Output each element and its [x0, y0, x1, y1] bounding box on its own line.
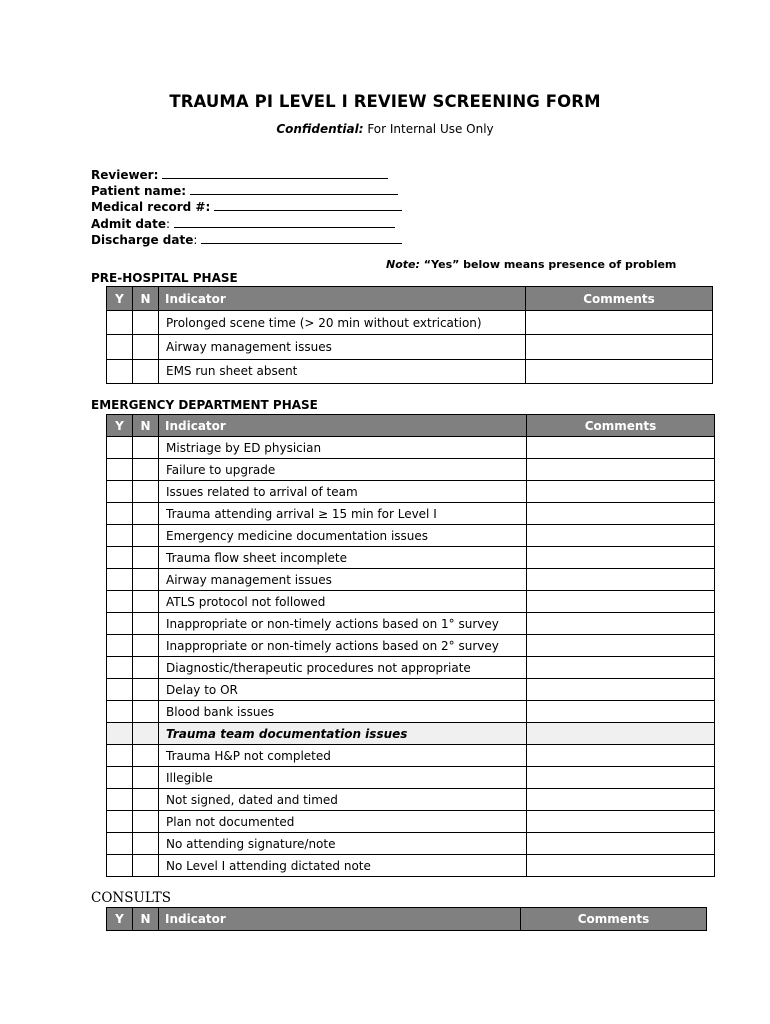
no-checkbox-cell[interactable] — [133, 359, 159, 383]
comments-cell[interactable] — [527, 547, 715, 569]
table-row — [107, 657, 715, 679]
medical-record-label: Medical record #: — [91, 200, 211, 215]
reviewer-label: Reviewer: — [91, 168, 159, 182]
comments-cell[interactable] — [527, 679, 715, 701]
indicator-cell: Airway management issues — [159, 335, 526, 359]
form-subtitle — [0, 122, 770, 136]
table-row — [107, 833, 715, 855]
table-row — [107, 311, 713, 335]
ed-table — [106, 414, 715, 877]
y-header: Y — [107, 287, 133, 311]
indicator-cell: Inappropriate or non-timely actions based on 2° survey — [159, 635, 527, 657]
comments-cell[interactable] — [526, 359, 713, 383]
yes-checkbox-cell[interactable] — [107, 525, 133, 547]
medical-record-field[interactable] — [91, 199, 402, 215]
no-checkbox-cell[interactable] — [133, 789, 159, 811]
indicator-cell: Plan not documented — [159, 811, 527, 833]
indicator-cell: Not signed, dated and timed — [159, 789, 527, 811]
comments-header: Comments — [527, 415, 715, 437]
discharge-date-label: Discharge date — [91, 232, 194, 247]
indicator-cell: Trauma H&P not completed — [159, 745, 527, 767]
indicator-cell: ATLS protocol not followed — [159, 591, 527, 613]
yes-checkbox-cell — [107, 723, 133, 745]
medical-record-line[interactable] — [214, 199, 402, 211]
table-row — [107, 855, 715, 877]
subheading-label: Trauma team documentation issues — [159, 723, 527, 745]
no-checkbox-cell[interactable] — [133, 547, 159, 569]
table-row — [107, 503, 715, 525]
yes-checkbox-cell[interactable] — [107, 547, 133, 569]
note-text: “Yes” below means presence of problem — [419, 258, 677, 271]
comments-cell[interactable] — [527, 613, 715, 635]
no-checkbox-cell[interactable] — [133, 437, 159, 459]
comments-cell[interactable] — [527, 811, 715, 833]
form-title: TRAUMA PI LEVEL I REVIEW SCREENING FORM — [169, 92, 601, 111]
table-row — [107, 811, 715, 833]
no-checkbox-cell[interactable] — [133, 635, 159, 657]
indicator-header: Indicator — [159, 415, 527, 437]
yes-checkbox-cell[interactable] — [107, 613, 133, 635]
indicator-cell: Issues related to arrival of team — [159, 481, 527, 503]
yes-checkbox-cell[interactable] — [107, 459, 133, 481]
reviewer-line[interactable] — [162, 167, 388, 179]
comments-cell[interactable] — [527, 635, 715, 657]
indicator-cell: EMS run sheet absent — [159, 359, 526, 383]
ed-heading: EMERGENCY DEPARTMENT PHASE — [91, 398, 318, 412]
indicator-cell: Blood bank issues — [159, 701, 527, 723]
patient-name-label: Patient name: — [91, 184, 187, 199]
indicator-header: Indicator — [159, 287, 526, 311]
patient-name-field[interactable] — [91, 183, 402, 199]
admit-date-line[interactable] — [174, 216, 395, 228]
section-subheading-row — [107, 723, 715, 745]
yes-checkbox-cell[interactable] — [107, 359, 133, 383]
no-checkbox-cell[interactable] — [133, 459, 159, 481]
yes-checkbox-cell[interactable] — [107, 789, 133, 811]
yes-checkbox-cell[interactable] — [107, 657, 133, 679]
indicator-cell: Inappropriate or non-timely actions based on 1° survey — [159, 613, 527, 635]
yes-checkbox-cell[interactable] — [107, 811, 133, 833]
reviewer-fields — [91, 167, 402, 248]
no-checkbox-cell[interactable] — [133, 503, 159, 525]
table-row — [107, 679, 715, 701]
no-checkbox-cell[interactable] — [133, 701, 159, 723]
yes-checkbox-cell[interactable] — [107, 591, 133, 613]
yes-checkbox-cell[interactable] — [107, 767, 133, 789]
n-header: N — [133, 908, 159, 931]
indicator-cell: No Level I attending dictated note — [159, 855, 527, 877]
yes-checkbox-cell[interactable] — [107, 833, 133, 855]
admit-date-field[interactable]: Admit date: — [91, 216, 402, 232]
no-checkbox-cell[interactable] — [133, 569, 159, 591]
note-label: Note: — [386, 258, 420, 271]
yes-checkbox-cell[interactable] — [107, 503, 133, 525]
comments-cell[interactable] — [527, 591, 715, 613]
yes-checkbox-cell[interactable] — [107, 745, 133, 767]
admit-date-label: Admit date — [91, 216, 166, 231]
comments-cell[interactable] — [527, 503, 715, 525]
indicator-cell: Failure to upgrade — [159, 459, 527, 481]
discharge-date-line[interactable] — [201, 232, 402, 244]
comments-header: Comments — [521, 908, 707, 931]
indicator-cell: Illegible — [159, 767, 527, 789]
table-row — [107, 591, 715, 613]
no-checkbox-cell[interactable] — [133, 335, 159, 359]
indicator-cell: Airway management issues — [159, 569, 527, 591]
indicator-cell: Prolonged scene time (> 20 min without extrication) — [159, 311, 526, 335]
comments-cell[interactable] — [527, 701, 715, 723]
yes-checkbox-cell[interactable] — [107, 311, 133, 335]
no-checkbox-cell[interactable] — [133, 613, 159, 635]
reviewer-field[interactable] — [91, 167, 402, 183]
patient-name-line[interactable] — [190, 183, 398, 195]
indicator-cell: Mistriage by ED physician — [159, 437, 527, 459]
table-row — [107, 437, 715, 459]
yes-checkbox-cell[interactable] — [107, 701, 133, 723]
table-row — [107, 635, 715, 657]
comments-cell[interactable] — [527, 459, 715, 481]
confidential-label: Confidential: — [276, 122, 364, 136]
table-row — [107, 613, 715, 635]
table-row — [107, 789, 715, 811]
pre-hospital-table — [106, 286, 713, 384]
no-checkbox-cell[interactable] — [133, 767, 159, 789]
comments-cell — [527, 723, 715, 745]
no-checkbox-cell[interactable] — [133, 811, 159, 833]
table-row — [107, 359, 713, 383]
yes-checkbox-cell[interactable] — [107, 635, 133, 657]
consults-table — [106, 907, 707, 931]
comments-cell[interactable] — [527, 657, 715, 679]
no-checkbox-cell[interactable] — [133, 591, 159, 613]
table-row — [107, 569, 715, 591]
table-row — [107, 459, 715, 481]
comments-cell[interactable] — [527, 569, 715, 591]
comments-cell[interactable] — [526, 335, 713, 359]
indicator-cell: Emergency medicine documentation issues — [159, 525, 527, 547]
no-checkbox-cell[interactable] — [133, 855, 159, 877]
y-header: Y — [107, 908, 133, 931]
indicator-cell: Trauma flow sheet incomplete — [159, 547, 527, 569]
indicator-cell: No attending signature/note — [159, 833, 527, 855]
no-checkbox-cell[interactable] — [133, 311, 159, 335]
table-header-row — [107, 908, 707, 931]
no-checkbox-cell[interactable] — [133, 481, 159, 503]
yes-checkbox-cell[interactable] — [107, 335, 133, 359]
comments-cell[interactable] — [527, 437, 715, 459]
n-header: N — [133, 415, 159, 437]
comments-cell[interactable] — [527, 481, 715, 503]
comments-cell[interactable] — [527, 745, 715, 767]
comments-cell[interactable] — [527, 767, 715, 789]
indicator-cell: Trauma attending arrival ≥ 15 min for Level I — [159, 503, 527, 525]
yes-checkbox-cell[interactable] — [107, 569, 133, 591]
comments-cell[interactable] — [527, 789, 715, 811]
yes-checkbox-cell[interactable] — [107, 481, 133, 503]
no-checkbox-cell[interactable] — [133, 745, 159, 767]
n-header: N — [133, 287, 159, 311]
table-row — [107, 767, 715, 789]
table-row — [107, 525, 715, 547]
no-checkbox-cell[interactable] — [133, 679, 159, 701]
confidential-text: For Internal Use Only — [363, 122, 494, 136]
comments-cell[interactable] — [526, 311, 713, 335]
comments-header: Comments — [526, 287, 713, 311]
pre-hospital-heading: PRE-HOSPITAL PHASE — [91, 271, 238, 285]
no-checkbox-cell[interactable] — [133, 657, 159, 679]
yes-checkbox-cell[interactable] — [107, 437, 133, 459]
table-row — [107, 701, 715, 723]
no-checkbox-cell[interactable] — [133, 833, 159, 855]
table-header-row — [107, 287, 713, 311]
yes-checkbox-cell[interactable] — [107, 855, 133, 877]
comments-cell[interactable] — [527, 525, 715, 547]
table-row — [107, 745, 715, 767]
consults-heading: CONSULTS — [91, 890, 171, 906]
indicator-cell: Diagnostic/therapeutic procedures not appropriate — [159, 657, 527, 679]
table-row — [107, 481, 715, 503]
discharge-date-field[interactable]: Discharge date: — [91, 232, 402, 248]
yes-checkbox-cell[interactable] — [107, 679, 133, 701]
indicator-cell: Delay to OR — [159, 679, 527, 701]
comments-cell[interactable] — [527, 833, 715, 855]
indicator-header: Indicator — [159, 908, 521, 931]
table-header-row — [107, 415, 715, 437]
note — [386, 258, 676, 271]
table-row — [107, 547, 715, 569]
no-checkbox-cell[interactable] — [133, 525, 159, 547]
no-checkbox-cell — [133, 723, 159, 745]
y-header: Y — [107, 415, 133, 437]
comments-cell[interactable] — [527, 855, 715, 877]
table-row — [107, 335, 713, 359]
